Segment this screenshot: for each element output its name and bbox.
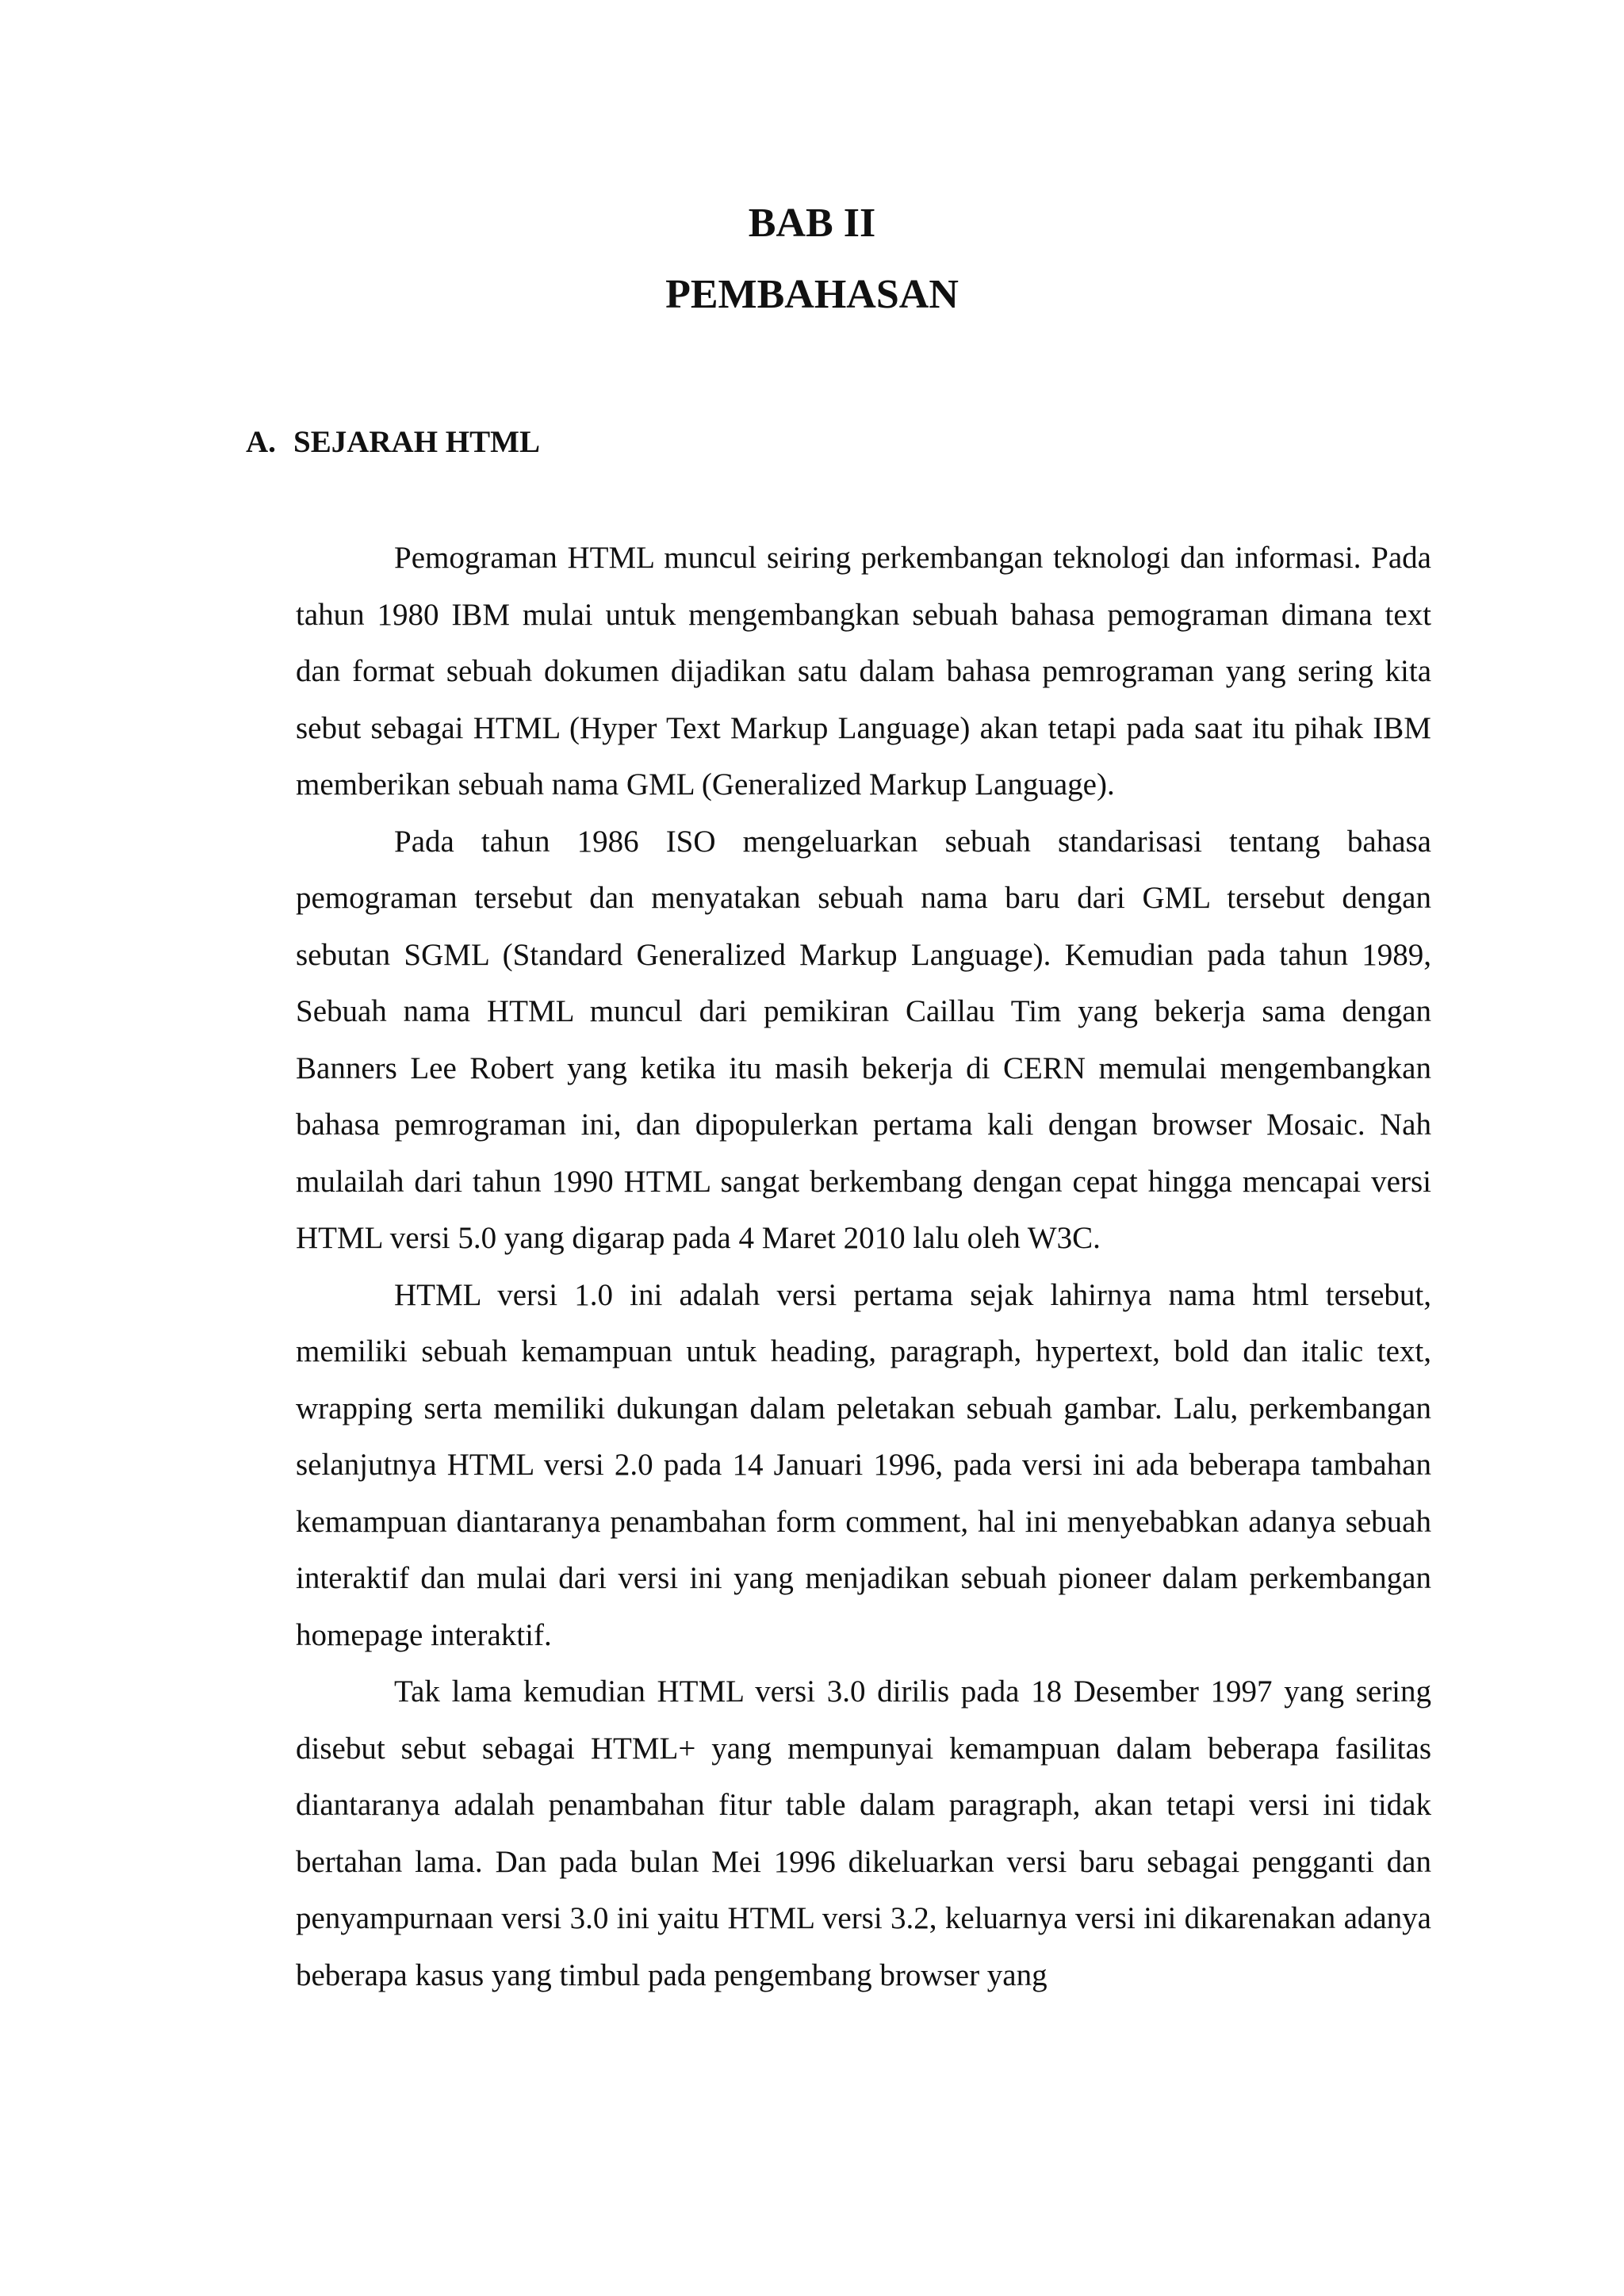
section-letter: A. [246, 425, 276, 459]
section-heading [246, 423, 540, 461]
body-text [296, 530, 1431, 2003]
section-title: SEJARAH HTML [293, 425, 540, 459]
paragraph: Pemograman HTML muncul seiring perkembangan teknologi dan informasi. Pada tahun 1980 IBM mulai untuk mengembangkan sebuah bahasa pemograman dimana text dan format sebuah dokumen dijadikan satu dalam bahasa pemrograman yang sering kita sebut sebagai HTML (Hyper Text Markup Language) akan tetapi pada saat itu pihak IBM memberikan sebuah nama GML (Generalized Markup Language). [296, 541, 1431, 802]
paragraph: Pada tahun 1986 ISO mengeluarkan sebuah standarisasi tentang bahasa pemograman tersebut dan menyatakan sebuah nama baru dari GML tersebut dengan sebutan SGML (Standard Generalized Markup Language). Kemudian pada tahun 1989, Sebuah nama HTML muncul dari pemikiran Caillau Tim yang bekerja sama dengan Banners Lee Robert yang ketika itu masih bekerja di CERN memulai mengembangkan bahasa pemrograman ini, dan dipopulerkan pertama kali dengan browser Mosaic. Nah mulailah dari tahun 1990 HTML sangat berkembang dengan cepat hingga mencapai versi HTML versi 5.0 yang digarap pada 4 Maret 2010 lalu oleh W3C. [296, 824, 1431, 1255]
chapter-label: BAB II [748, 201, 876, 246]
paragraph: Tak lama kemudian HTML versi 3.0 dirilis pada 18 Desember 1997 yang sering disebut sebut sebagai HTML+ yang mempunyai kemampuan dalam beberapa fasilitas diantaranya adalah penambahan fitur table dalam paragraph, akan tetapi versi ini tidak bertahan lama. Dan pada bulan Mei 1996 dikeluarkan versi baru sebagai pengganti dan penyampurnaan versi 3.0 ini yaitu HTML versi 3.2, keluarnya versi ini dikarenakan adanya beberapa kasus yang timbul pada pengembang browser yang [296, 1674, 1431, 1992]
paragraph: HTML versi 1.0 ini adalah versi pertama sejak lahirnya nama html tersebut, memiliki sebuah kemampuan untuk heading, paragraph, hypertext, bold dan italic text, wrapping serta memiliki dukungan dalam peletakan sebuah gambar. Lalu, perkembangan selanjutnya HTML versi 2.0 pada 14 Januari 1996, pada versi ini ada beberapa tambahan kemampuan diantaranya penambahan form comment, hal ini menyebabkan adanya sebuah interaktif dan mulai dari versi ini yang menjadikan sebuah pioneer dalam perkembangan homepage interaktif. [296, 1277, 1431, 1652]
chapter-title: PEMBAHASAN [665, 272, 959, 317]
